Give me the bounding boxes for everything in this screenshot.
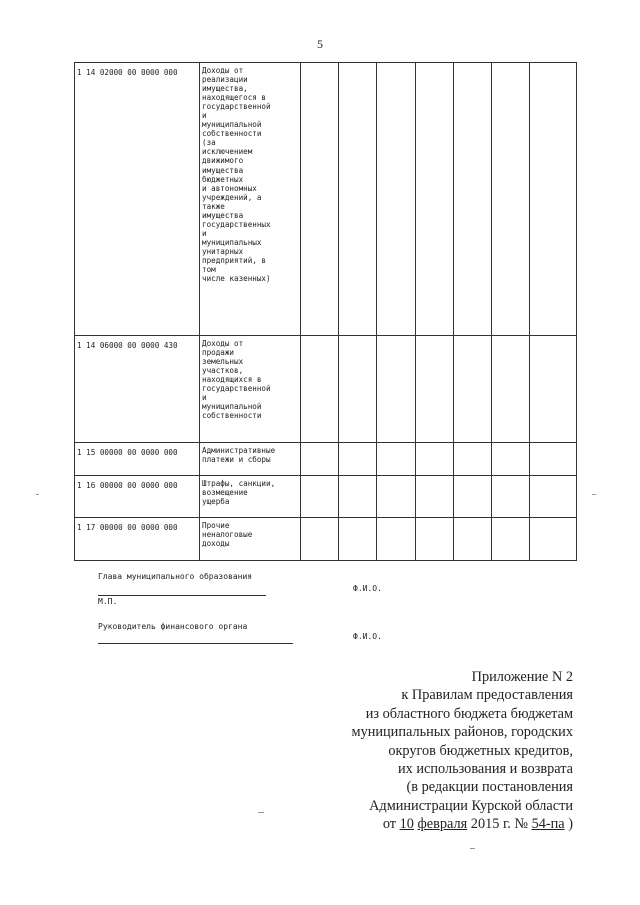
empty-cell	[492, 63, 530, 336]
appendix-heading	[352, 668, 573, 834]
empty-cell	[377, 63, 416, 336]
revenue-code-cell: 1 14 06000 00 0000 430	[75, 336, 200, 443]
empty-cell	[492, 518, 530, 561]
empty-cell	[377, 336, 416, 443]
revenue-code-cell: 1 16 00000 00 0000 000	[75, 476, 200, 518]
head-signature-line	[98, 595, 266, 596]
empty-cell	[416, 476, 454, 518]
empty-cell	[339, 476, 377, 518]
appendix-line: Администрации Курской области	[369, 797, 573, 814]
date-closing: )	[568, 816, 573, 833]
revenue-name-cell: Доходы от продажи земельных участков, находящихся в государственной и муниципальной собственности	[200, 336, 301, 443]
revenue-name-cell: Административные платежи и сборы	[200, 443, 301, 476]
empty-cell	[416, 518, 454, 561]
empty-cell	[301, 518, 339, 561]
empty-cell	[492, 443, 530, 476]
finance-signature-line	[98, 643, 293, 644]
empty-cell	[530, 476, 577, 518]
empty-cell	[454, 476, 492, 518]
scan-speck	[258, 812, 264, 813]
appendix-line: к Правилам предоставления	[401, 687, 573, 704]
date-prefix: от	[382, 816, 397, 833]
stamp-label: М.П.	[98, 597, 118, 606]
appendix-line: округов бюджетных кредитов,	[388, 742, 573, 759]
empty-cell	[530, 518, 577, 561]
finance-fio-label: Ф.И.О.	[353, 632, 382, 641]
scan-speck	[470, 848, 475, 849]
empty-cell	[492, 336, 530, 443]
revenue-code-cell: 1 15 00000 00 0000 000	[75, 443, 200, 476]
table-row	[75, 476, 577, 518]
empty-cell	[530, 336, 577, 443]
empty-cell	[454, 336, 492, 443]
appendix-line: из областного бюджета бюджетам	[365, 705, 573, 722]
empty-cell	[454, 518, 492, 561]
empty-cell	[301, 336, 339, 443]
empty-cell	[301, 63, 339, 336]
empty-cell	[339, 336, 377, 443]
date-month: февраля	[417, 816, 468, 833]
date-day: 10	[399, 816, 414, 833]
table-row	[75, 63, 577, 336]
budget-revenue-table	[74, 62, 577, 561]
document-number: 54-па	[531, 816, 565, 833]
appendix-line: муниципальных районов, городских	[351, 724, 573, 741]
appendix-date-line	[352, 815, 573, 833]
page-number: 5	[317, 37, 323, 51]
empty-cell	[416, 443, 454, 476]
empty-cell	[377, 518, 416, 561]
table-row	[75, 443, 577, 476]
empty-cell	[416, 63, 454, 336]
date-year: 2015 г. №	[470, 816, 529, 833]
empty-cell	[530, 443, 577, 476]
empty-cell	[301, 443, 339, 476]
table-row	[75, 518, 577, 561]
empty-cell	[416, 336, 454, 443]
scan-speck	[36, 494, 39, 495]
empty-cell	[339, 443, 377, 476]
revenue-name-cell: Прочие неналоговые доходы	[200, 518, 301, 561]
empty-cell	[377, 443, 416, 476]
empty-cell	[339, 63, 377, 336]
empty-cell	[377, 476, 416, 518]
appendix-line: (в редакции постановления	[406, 779, 573, 796]
empty-cell	[339, 518, 377, 561]
table-row	[75, 336, 577, 443]
empty-cell	[492, 476, 530, 518]
appendix-title: Приложение N 2	[471, 669, 573, 685]
revenue-name-cell: Штрафы, санкции, возмещение ущерба	[200, 476, 301, 518]
head-signature-label: Глава муниципального образования	[98, 572, 253, 581]
appendix-line: их использования и возврата	[397, 761, 573, 778]
empty-cell	[454, 63, 492, 336]
revenue-code-cell: 1 17 00000 00 0000 000	[75, 518, 200, 561]
empty-cell	[301, 476, 339, 518]
finance-head-signature-label: Руководитель финансового органа	[98, 622, 248, 631]
scan-speck	[592, 494, 596, 495]
empty-cell	[454, 443, 492, 476]
revenue-name-cell: Доходы от реализации имущества, находящегося в государственной и муниципальной собственности (за исключением движимого имущества бюджетных и автономных учреждений, а также имущества государственных и муниципальных унитарных предприятий, в том числе казенных)	[200, 63, 301, 336]
empty-cell	[530, 63, 577, 336]
revenue-code-cell: 1 14 02000 00 0000 000	[75, 63, 200, 336]
head-fio-label: Ф.И.О.	[353, 584, 382, 593]
